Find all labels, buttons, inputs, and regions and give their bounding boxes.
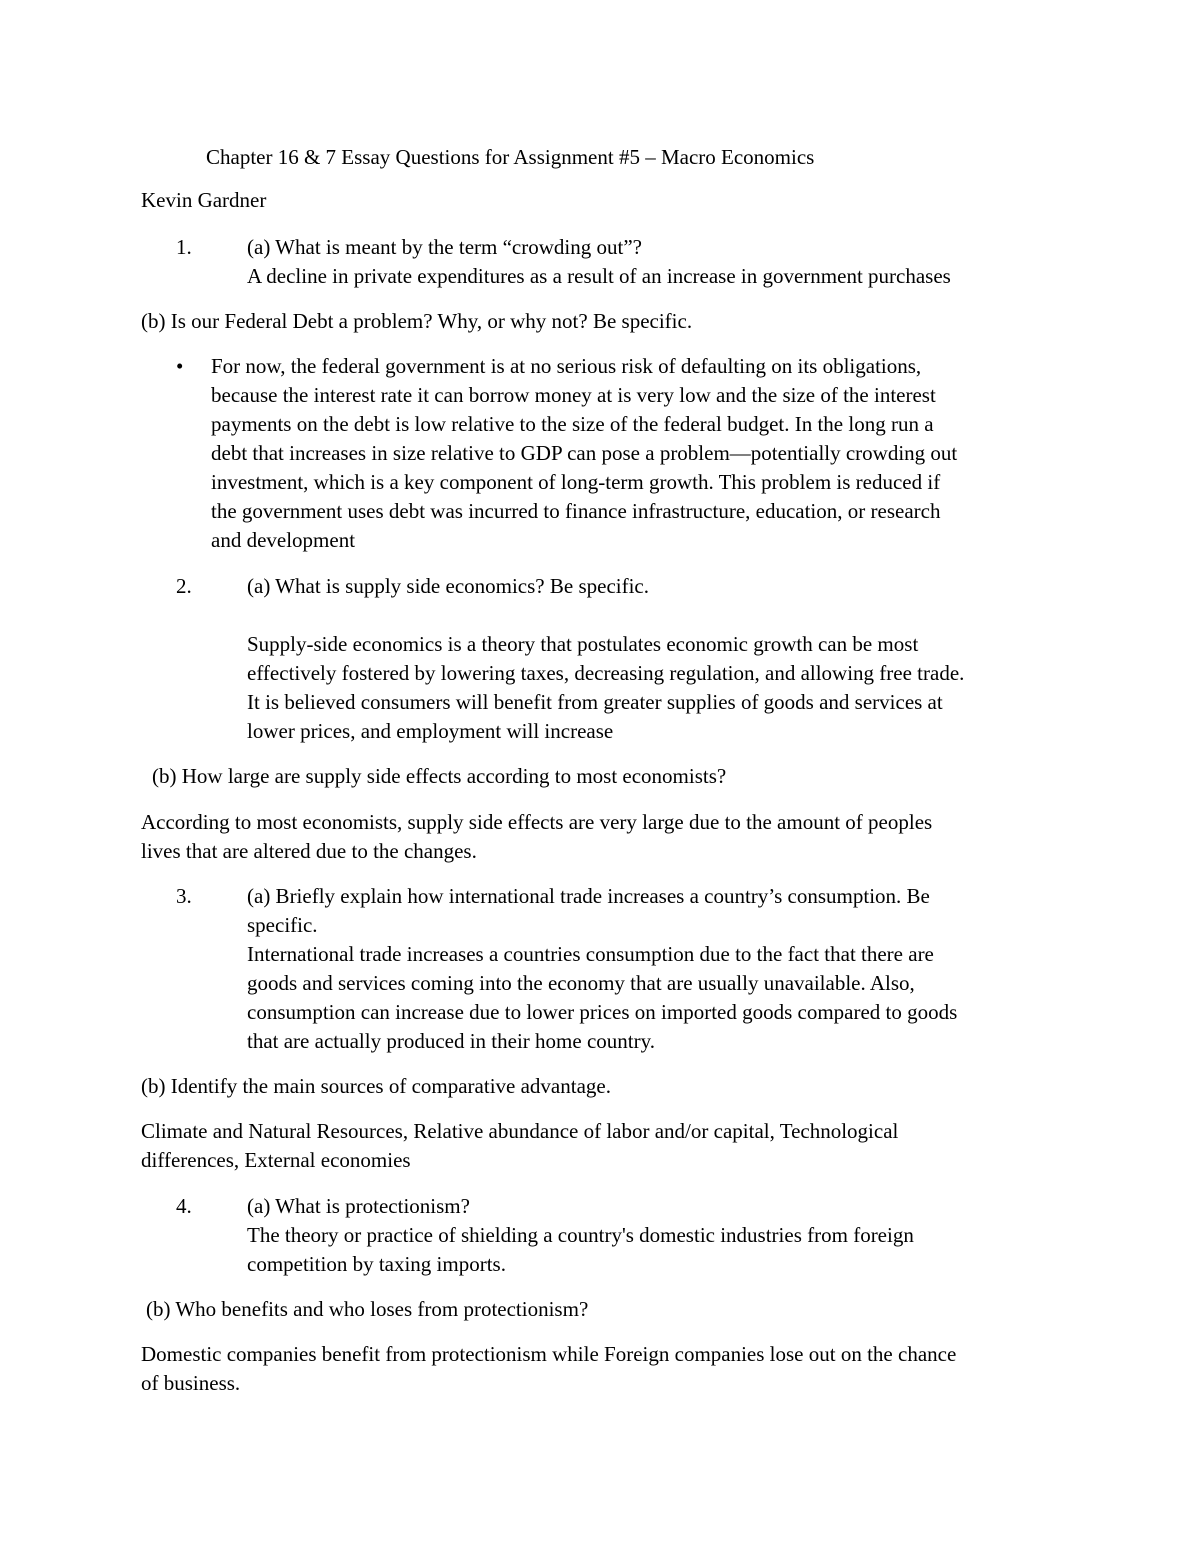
answer-4a-line: competition by taxing imports. — [247, 1252, 506, 1276]
question-3a-line: (a) Briefly explain how international trade increases a country’s consumption. Be — [247, 884, 930, 908]
answer-1b-line: debt that increases in size relative to GDP can pose a problem—potentially crowding out — [211, 441, 958, 465]
question-1-number: 1. — [176, 235, 192, 259]
question-3b-text: (b) Identify the main sources of comparative advantage. — [141, 1074, 611, 1098]
bullet-marker: • — [176, 354, 184, 378]
question-3-number: 3. — [176, 884, 192, 908]
answer-4a-line: The theory or practice of shielding a country's domestic industries from foreign — [247, 1223, 914, 1247]
question-2b-text: (b) How large are supply side effects according to most economists? — [152, 764, 727, 788]
answer-2b-line: According to most economists, supply side effects are very large due to the amount of peoples — [141, 810, 933, 834]
answer-1b-line: the government uses debt was incurred to finance infrastructure, education, or research — [211, 499, 941, 523]
answer-3b-line: differences, External economies — [141, 1148, 411, 1172]
answer-1b-line: payments on the debt is low relative to the size of the federal budget. In the long run a — [211, 412, 934, 436]
author-name: Kevin Gardner — [141, 188, 267, 212]
answer-1b-line: investment, which is a key component of long-term growth. This problem is reduced if — [211, 470, 941, 494]
question-4-number: 4. — [176, 1194, 192, 1218]
question-2a-text: (a) What is supply side economics? Be specific. — [247, 574, 649, 598]
question-2-number: 2. — [176, 574, 192, 598]
question-3a-line: specific. — [247, 913, 318, 937]
answer-3a-line: that are actually produced in their home country. — [247, 1029, 655, 1053]
question-4b-text: (b) Who benefits and who loses from protectionism? — [146, 1297, 589, 1321]
answer-1a-text: A decline in private expenditures as a result of an increase in government purchases — [247, 264, 951, 288]
answer-2a-line: lower prices, and employment will increase — [247, 719, 614, 743]
answer-1b-line: because the interest rate it can borrow money at is very low and the size of the interest — [211, 383, 936, 407]
answer-2a-line: It is believed consumers will benefit from greater supplies of goods and services at — [247, 690, 943, 714]
answer-4b-line: of business. — [141, 1371, 241, 1395]
answer-3a-line: goods and services coming into the economy that are usually unavailable. Also, — [247, 971, 915, 995]
answer-3a-line: consumption can increase due to lower prices on imported goods compared to goods — [247, 1000, 958, 1024]
answer-3b-line: Climate and Natural Resources, Relative abundance of labor and/or capital, Technological — [141, 1119, 899, 1143]
question-1b-text: (b) Is our Federal Debt a problem? Why, or why not? Be specific. — [141, 309, 693, 333]
answer-4b-line: Domestic companies benefit from protectionism while Foreign companies lose out on the chance — [141, 1342, 957, 1366]
question-1a-text: (a) What is meant by the term “crowding out”? — [247, 235, 642, 259]
page-title: Chapter 16 & 7 Essay Questions for Assignment #5 – Macro Economics — [206, 145, 815, 169]
answer-2b-line: lives that are altered due to the changes. — [141, 839, 477, 863]
answer-1b-line: and development — [211, 528, 356, 552]
question-4a-text: (a) What is protectionism? — [247, 1194, 470, 1218]
answer-2a-line: Supply-side economics is a theory that postulates economic growth can be most — [247, 632, 919, 656]
answer-3a-line: International trade increases a countries consumption due to the fact that there are — [247, 942, 934, 966]
answer-2a-line: effectively fostered by lowering taxes, decreasing regulation, and allowing free trade. — [247, 661, 965, 685]
answer-1b-line: For now, the federal government is at no serious risk of defaulting on its obligations, — [211, 354, 922, 378]
